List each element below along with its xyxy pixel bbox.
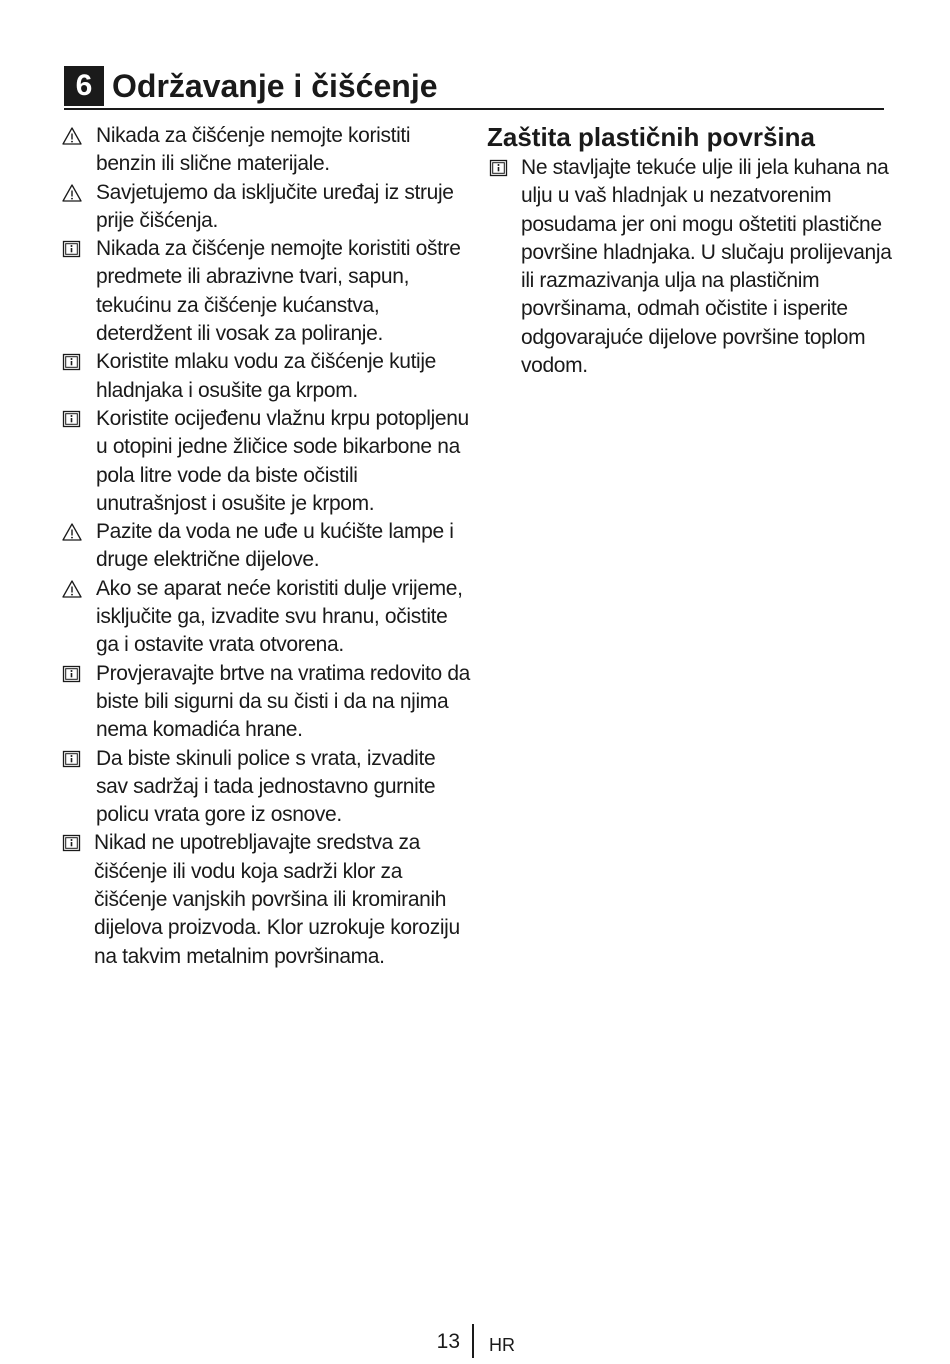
warning-icon bbox=[62, 523, 82, 541]
list-item bbox=[60, 575, 470, 660]
list-item bbox=[60, 829, 470, 970]
list-item bbox=[60, 122, 470, 179]
list-item bbox=[60, 518, 470, 575]
page-number: 13 bbox=[436, 1330, 460, 1353]
item-text: Ne stavljajte tekuće ulje ili jela kuhana na ulju u vaš hladnjak u nezatvorenim posudama jer oni mogu oštetiti plastične površine hladnjaka. U slučaju prolijevanja ili razmazivanja ulja na plastičnim površinama, odmah očistite i isperite odgovarajuće dijelove površine toplom vodom. bbox=[521, 156, 892, 378]
item-text: Koristite mlaku vodu za čišćenje kutije hladnjaka i osušite ga krpom. bbox=[96, 350, 437, 402]
info-icon bbox=[62, 834, 82, 852]
list-item bbox=[60, 660, 470, 745]
item-text: Koristite ocijeđenu vlažnu krpu potopljenu u otopini jedne žličice sode bikarbone na pola litre vode da biste očistili unutrašnjost i osušite je krpom. bbox=[96, 406, 469, 515]
left-column bbox=[60, 122, 470, 971]
item-text: Nikada za čišćenje nemojte koristiti oštre predmete ili abrazivne tvari, sapun, tekućinu za čišćenje kućanstva, deterdžent ili vosak za poliranje. bbox=[96, 237, 461, 346]
item-text: Savjetujemo da isključite uređaj iz struje prije čišćenja. bbox=[96, 180, 454, 232]
list-item bbox=[60, 348, 470, 405]
page-footer bbox=[0, 1324, 950, 1360]
right-column bbox=[487, 120, 897, 380]
item-text: Da biste skinuli police s vrata, izvadite sav sadržaj i tada jednostavno gurnite policu vrata gore iz osnove. bbox=[96, 746, 436, 827]
list-item bbox=[60, 235, 470, 348]
item-text: Nikad ne upotrebljavajte sredstva za čišćenje ili vodu koja sadrži klor za čišćenje vanjskih površina ili kromiranih dijelova proizvoda. Klor uzrokuje koroziju na takvim metalnim površinama. bbox=[94, 831, 460, 968]
warning-icon bbox=[62, 127, 82, 145]
list-item bbox=[60, 179, 470, 236]
item-text: Nikada za čišćenje nemojte koristiti benzin ili slične materijale. bbox=[96, 124, 411, 176]
warning-icon bbox=[62, 580, 82, 598]
item-text: Pazite da voda ne uđe u kućište lampe i druge električne dijelove. bbox=[96, 520, 454, 572]
info-icon bbox=[62, 750, 82, 768]
language-code: HR bbox=[489, 1335, 515, 1355]
info-icon bbox=[489, 159, 509, 177]
list-item bbox=[60, 405, 470, 518]
info-icon bbox=[62, 353, 82, 371]
footer-divider bbox=[472, 1324, 474, 1358]
list-item bbox=[60, 745, 470, 830]
chapter-header bbox=[64, 64, 884, 110]
info-icon bbox=[62, 410, 82, 428]
warning-icon bbox=[62, 184, 82, 202]
chapter-number: 6 bbox=[64, 66, 104, 106]
list-item bbox=[487, 154, 897, 380]
section-title: Zaštita plastičnih površina bbox=[487, 122, 815, 152]
item-text: Provjeravajte brtve na vratima redovito da biste bili sigurni da su čisti i da na njima nema komadića hrane. bbox=[96, 661, 470, 742]
item-text: Ako se aparat neće koristiti dulje vrijeme, isključite ga, izvadite svu hranu, očistite ga i ostavite vrata otvorena. bbox=[96, 576, 463, 657]
chapter-title: Održavanje i čišćenje bbox=[112, 68, 438, 104]
info-icon bbox=[62, 240, 82, 258]
info-icon bbox=[62, 665, 82, 683]
